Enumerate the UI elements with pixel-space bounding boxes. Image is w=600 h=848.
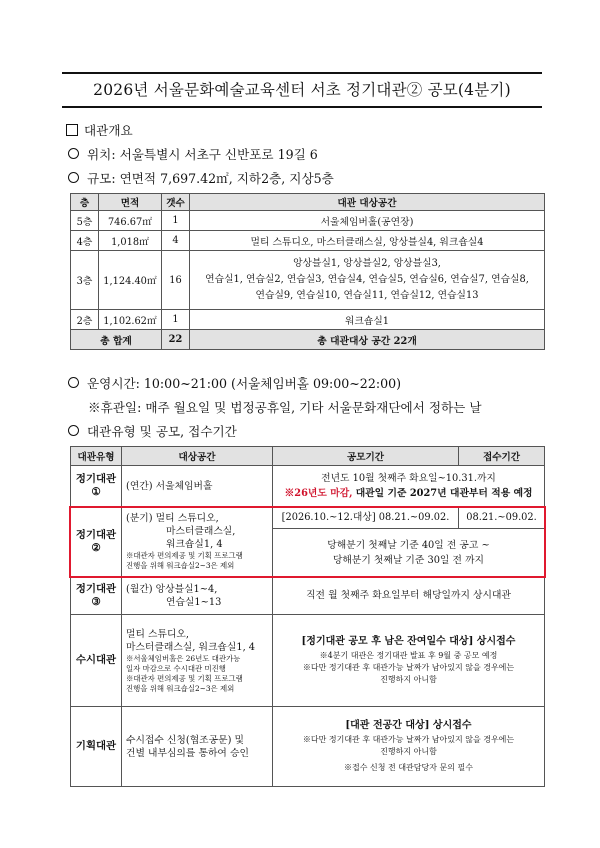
scale-line [68,168,334,187]
period-top-cell: [2026.10.~12.대상] 08.21.~09.02. [273,507,459,529]
period-cell [273,707,545,787]
space-line: (분기) 멀티 스튜디오, [126,513,219,524]
table-row-planning [71,707,545,787]
period-cell: 직전 월 첫째주 화요일부터 해당일까지 상시대관 [273,577,545,615]
table-row-regular3 [71,577,545,615]
header-period: 공모기간 [273,447,459,466]
spaces-line: 연습실9, 연습실10, 연습실11, 연습실12, 연습실13 [255,290,479,301]
space-note: 일자 마감으로 수시대관 미진행 [126,663,226,673]
period-red-text: ※26년도 마감, [284,488,353,499]
circle-bullet-icon [68,172,79,183]
space-line: 워크숍실1, 4 [166,539,223,550]
closed-days-line: ※휴관일: 매주 월요일 및 법정공휴일, 기타 서울문화재단에서 정하는 날 [88,400,482,415]
square-bullet-icon [66,124,78,136]
type-number: ② [91,541,101,554]
type-number: ① [91,486,101,498]
space-cell [122,615,273,707]
type-cell [71,466,122,507]
header-area: 면적 [99,194,162,211]
spaces-cell: 워크숍실1 [190,310,545,330]
header-floor: 층 [71,194,99,211]
scale-text: 규모: 연면적 7,697.42㎡, 지하2층, 지상5층 [87,171,334,186]
floor-space-table [70,193,545,350]
space-cell [122,577,273,615]
document-title: 2026년 서울문화예술교육센터 서초 정기대관② 공모(4분기) [62,72,542,108]
space-line: 마스터클래스실, 워크숍실1, 4 [126,641,256,653]
circle-bullet-icon [68,377,79,388]
type-cell [71,577,122,615]
header-space: 대상공간 [122,447,273,466]
rental-type-table [70,446,545,787]
table-row-regular2 [71,507,545,529]
location-text: 위치: 서울특별시 서초구 신반포로 19길 6 [87,147,318,162]
area-cell: 1,018㎡ [99,231,162,251]
space-cell [122,707,273,787]
area-cell: 1,124.40㎡ [99,251,162,310]
circle-bullet-icon [68,148,79,159]
type-label: 정기대관 [75,582,117,595]
period-note: ※4분기 대관은 정기대관 발표 후 9월 중 공모 예정 [319,651,498,660]
area-cell: 746.67㎡ [99,211,162,231]
spaces-cell [190,251,545,310]
period-bold-text: 대관일 기준 2027년 대관부터 적용 예정 [355,488,533,499]
table-row-regular1 [71,466,545,507]
period-title: [대관 전공간 대상] 상시접수 [345,720,472,731]
space-note: ※대관자 편의제공 및 기획 프로그램 [126,551,243,560]
type-number: ③ [91,595,101,608]
total-label: 총 합계 [71,330,162,350]
period-line: 당해분기 첫째날 기준 30일 전 까지 [332,554,485,566]
table-row [71,231,545,251]
space-note: ※서울체임버홀은 26년도 대관가능 [126,653,241,663]
space-note: ※대관자 편의제공 및 기획 프로그램 [126,673,243,683]
type-label: 정기대관 [75,473,117,485]
types-heading-line [68,421,237,440]
total-row [71,330,545,350]
period-bottom-cell [273,529,545,577]
period-title: [정기대관 공모 후 남은 잔여일수 대상] 상시접수 [301,636,516,647]
header-receipt: 접수기간 [459,447,545,466]
section-heading-overview [66,120,133,139]
floor-cell: 3층 [71,251,99,310]
period-line [273,486,544,501]
type-label: 정기대관 [75,528,117,541]
space-line: (월간) 앙상블실1~4, [126,583,218,595]
period-line: 당해분기 첫째날 기준 40일 전 공고 ~ [327,539,490,551]
hours-text: 운영시간: 10:00~21:00 (서울체임버홀 09:00~22:00) [87,376,402,391]
count-cell: 4 [162,231,190,251]
header-count: 갯수 [162,194,190,211]
table-row-occasional [71,615,545,707]
space-line: 멀티 스튜디오, [126,628,190,640]
total-desc: 총 대관대상 공간 22개 [190,330,545,350]
table-row [71,211,545,231]
table-header-row [71,194,545,211]
space-line: 마스터클래스실, [166,526,236,537]
floor-cell: 2층 [71,310,99,330]
period-note: ※접수 신청 전 대관담당자 문의 필수 [344,763,473,772]
spaces-cell: 멀티 스튜디오, 마스터클래스실, 앙상블실4, 워크숍실4 [190,231,545,251]
space-cell: (연간) 서울체임버홀 [122,466,273,507]
floor-cell: 4층 [71,231,99,251]
period-note: ※다만 정기대관 후 대관가능 날짜가 남아있지 않을 경우에는 [302,663,515,672]
period-cell [273,466,545,507]
location-line [68,144,318,163]
receipt-cell: 08.21.~09.02. [459,507,545,529]
header-type: 대관유형 [71,447,122,466]
period-line: 전년도 10월 첫째주 화요일~10.31.까지 [321,473,496,484]
space-line: 수시접수 신청(협조공문) 및 [126,734,244,746]
table-header-row [71,447,545,466]
count-cell: 16 [162,251,190,310]
period-note: ※다만 정기대관 후 대관가능 날짜가 남아있지 않을 경우에는 [302,735,515,744]
table-row [71,251,545,310]
type-cell: 수시대관 [71,615,122,707]
type-cell [71,507,122,577]
count-cell: 1 [162,310,190,330]
space-cell [122,507,273,577]
space-note: 진행을 위해 워크숍실2~3은 제외 [126,561,235,570]
spaces-line: 연습실1, 연습실2, 연습실3, 연습실4, 연습실5, 연습실6, 연습실7, 연습실8, [205,274,529,285]
spaces-line: 앙상블실1, 앙상블실2, 앙상블실3, [293,258,441,269]
count-cell: 1 [162,211,190,231]
circle-bullet-icon [68,425,79,436]
period-note: 진행하지 아니함 [380,675,437,684]
period-cell [273,615,545,707]
floor-cell: 5층 [71,211,99,231]
section-heading-text: 대관개요 [84,123,133,138]
space-note: 진행을 위해 워크숍실2~3은 제외 [126,683,235,693]
area-cell: 1,102.62㎡ [99,310,162,330]
spaces-cell: 서울체임버홀(공연장) [190,211,545,231]
header-spaces: 대관 대상공간 [190,194,545,211]
period-note: 진행하지 아니함 [380,747,437,756]
total-count: 22 [162,330,190,350]
hours-line [68,373,401,392]
table-row [71,310,545,330]
space-line: 연습실1~13 [166,596,222,608]
space-line: 건별 내부심의를 통하여 승인 [126,747,249,759]
types-heading-text: 대관유형 및 공모, 접수기간 [87,424,237,439]
type-cell: 기획대관 [71,707,122,787]
